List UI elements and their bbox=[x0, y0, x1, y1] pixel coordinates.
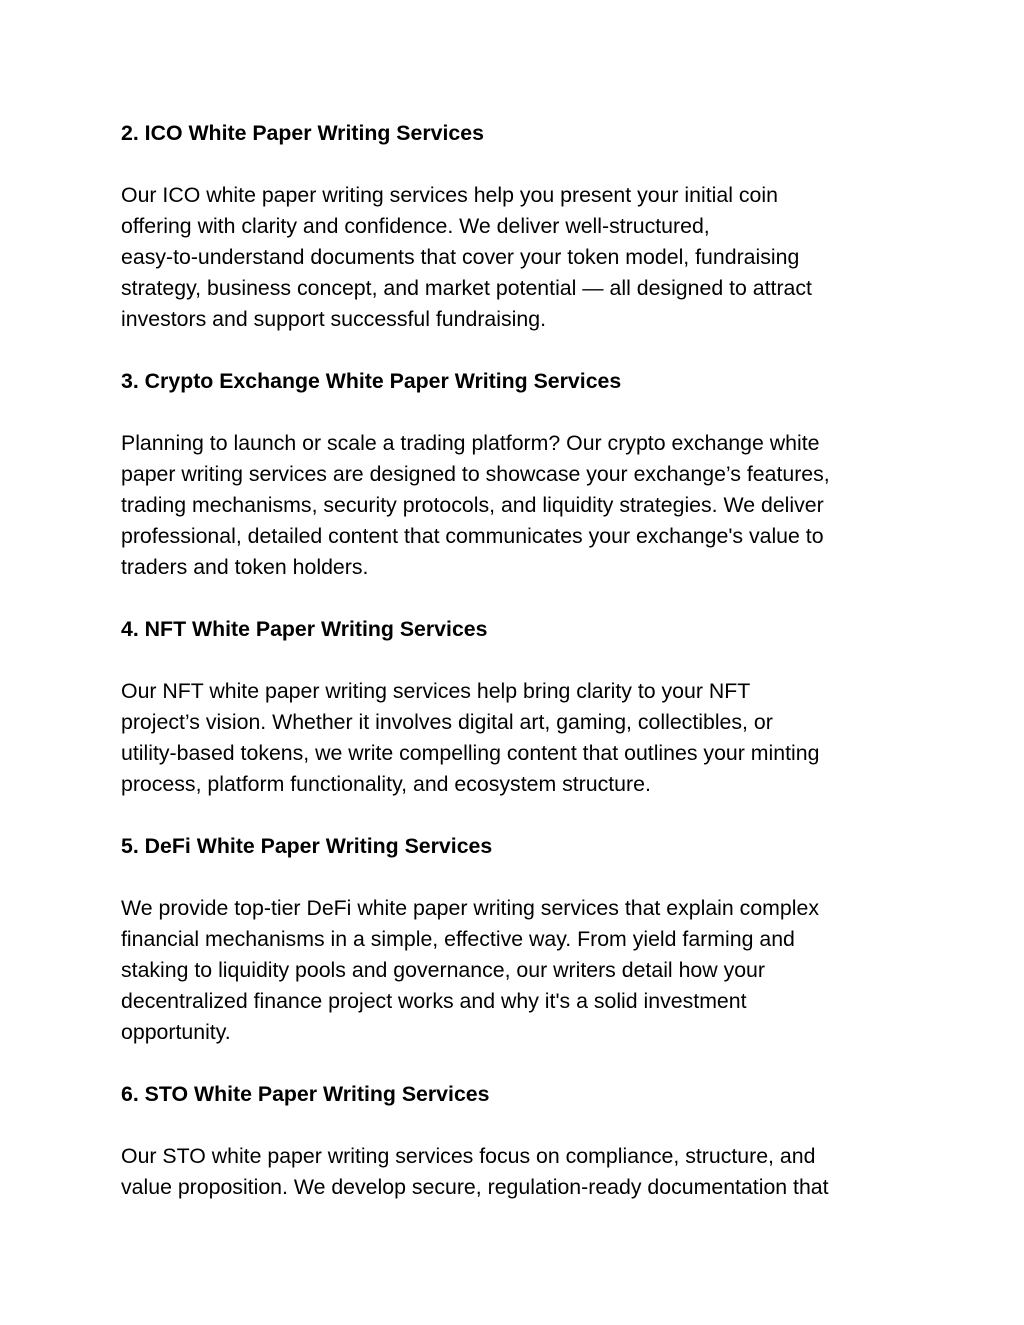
section-heading: 4. NFT White Paper Writing Services bbox=[121, 617, 488, 641]
section-paragraph bbox=[121, 1141, 921, 1203]
spacer bbox=[121, 645, 921, 676]
paragraph-line: We provide top-tier DeFi white paper writing services that explain complex bbox=[121, 896, 819, 920]
paragraph-line: Our NFT white paper writing services help bring clarity to your NFT bbox=[121, 679, 751, 703]
spacer bbox=[121, 1048, 921, 1079]
paragraph-line: project’s vision. Whether it involves digital art, gaming, collectibles, or bbox=[121, 710, 773, 734]
section-heading: 5. DeFi White Paper Writing Services bbox=[121, 834, 493, 858]
section-heading: 6. STO White Paper Writing Services bbox=[121, 1082, 490, 1106]
document-page bbox=[121, 118, 921, 1203]
paragraph-line: professional, detailed content that communicates your exchange's value to bbox=[121, 524, 824, 548]
paragraph-line: decentralized finance project works and why it's a solid investment bbox=[121, 989, 747, 1013]
section-paragraph bbox=[121, 428, 921, 583]
spacer bbox=[121, 583, 921, 614]
paragraph-line: offering with clarity and confidence. We deliver well-structured, bbox=[121, 214, 710, 238]
section-paragraph bbox=[121, 676, 921, 800]
paragraph-line: Planning to launch or scale a trading platform? Our crypto exchange white bbox=[121, 431, 820, 455]
paragraph-line: strategy, business concept, and market potential — all designed to attract bbox=[121, 276, 812, 300]
section-heading: 2. ICO White Paper Writing Services bbox=[121, 121, 484, 145]
paragraph-line: easy-to-understand documents that cover your token model, fundraising bbox=[121, 245, 800, 269]
section-sto bbox=[121, 1079, 921, 1203]
paragraph-line: utility-based tokens, we write compelling content that outlines your minting bbox=[121, 741, 820, 765]
section-paragraph bbox=[121, 180, 921, 335]
paragraph-line: value proposition. We develop secure, regulation-ready documentation that bbox=[121, 1175, 829, 1199]
spacer bbox=[121, 1110, 921, 1141]
paragraph-line: staking to liquidity pools and governance, our writers detail how your bbox=[121, 958, 765, 982]
spacer bbox=[121, 397, 921, 428]
spacer bbox=[121, 800, 921, 831]
paragraph-line: traders and token holders. bbox=[121, 555, 369, 579]
section-defi bbox=[121, 831, 921, 1079]
paragraph-line: Our ICO white paper writing services help you present your initial coin bbox=[121, 183, 778, 207]
section-paragraph bbox=[121, 893, 921, 1048]
paragraph-line: Our STO white paper writing services focus on compliance, structure, and bbox=[121, 1144, 816, 1168]
section-nft bbox=[121, 614, 921, 831]
section-ico bbox=[121, 118, 921, 366]
section-crypto-exchange bbox=[121, 366, 921, 614]
paragraph-line: trading mechanisms, security protocols, and liquidity strategies. We deliver bbox=[121, 493, 824, 517]
spacer bbox=[121, 335, 921, 366]
paragraph-line: opportunity. bbox=[121, 1020, 231, 1044]
spacer bbox=[121, 149, 921, 180]
paragraph-line: investors and support successful fundraising. bbox=[121, 307, 546, 331]
section-heading: 3. Crypto Exchange White Paper Writing Services bbox=[121, 369, 622, 393]
paragraph-line: financial mechanisms in a simple, effective way. From yield farming and bbox=[121, 927, 795, 951]
paragraph-line: paper writing services are designed to showcase your exchange’s features, bbox=[121, 462, 830, 486]
spacer bbox=[121, 862, 921, 893]
paragraph-line: process, platform functionality, and ecosystem structure. bbox=[121, 772, 651, 796]
